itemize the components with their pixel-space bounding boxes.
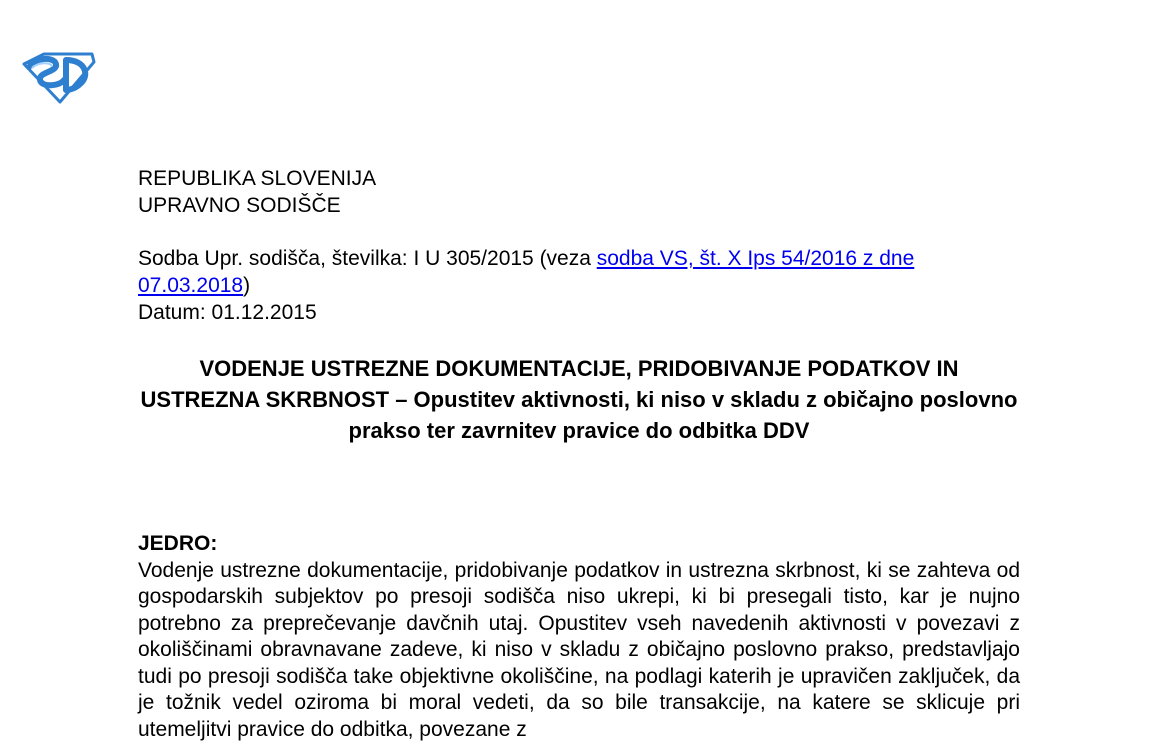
- document-header: [138, 165, 1020, 219]
- title-separator: –: [389, 387, 414, 412]
- judgment-date: Datum: 01.12.2015: [138, 301, 317, 324]
- court-emblem-logo: [20, 50, 98, 104]
- case-reference: [138, 245, 1020, 326]
- title-subtitle: Opustitev aktivnosti, ki niso v skladu z običajno poslovno prakso ter zavrnitev pravice do odbitka DDV: [348, 387, 1018, 443]
- judgment-title: [138, 353, 1020, 446]
- case-number-suffix: ): [243, 274, 251, 297]
- case-number-line: [138, 245, 1020, 299]
- case-number-text: Sodba Upr. sodišča, številka: I U 305/2015 (veza: [138, 247, 597, 270]
- court-name: UPRAVNO SODIŠČE: [138, 194, 341, 217]
- country-name: REPUBLIKA SLOVENIJA: [138, 167, 377, 190]
- related-judgment-link[interactable]: sodba VS, št. X Ips 54/2016 z dne 07.03.2018: [138, 247, 915, 297]
- jedro-heading: JEDRO:: [138, 532, 218, 555]
- title-main: VODENJE USTREZNE DOKUMENTACIJE, PRIDOBIVANJE PODATKOV IN USTREZNA SKRBNOST: [140, 356, 959, 412]
- jedro-text: Vodenje ustrezne dokumentacije, pridobivanje podatkov in ustrezna skrbnost, ki se zahteva od gospodarskih subjektov po presoji sodišča niso ukrepi, ki bi presegali tisto, kar je nujno potrebno za preprečevanje davčnih utaj. Opustitev vseh navedenih aktivnosti v povezavi z okoliščinami obravnavane zadeve, ki niso v skladu z običajno poslovno prakso, predstavljajo tudi po presoji sodišča take objektivne okoliščine, na podlagi katerih je upravičen zaključek, da je tožnik vedel oziroma bi moral vedeti, da so bile transakcije, na katere se sklicuje pri utemeljitvi pravice do odbitka, povezane z: [138, 558, 1020, 741]
- jedro-section: [138, 531, 1020, 743]
